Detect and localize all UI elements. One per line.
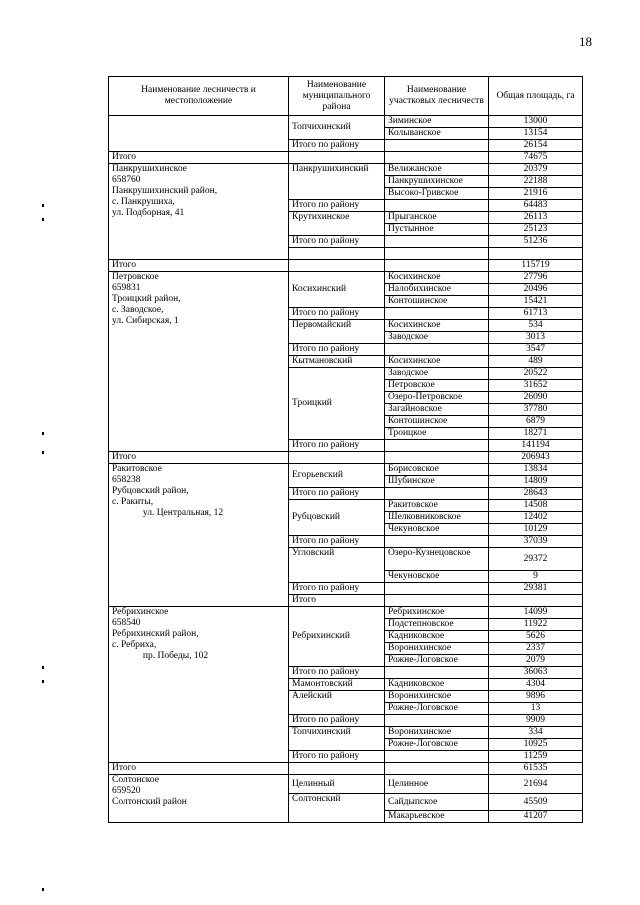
forestry-total-label: Итого: [109, 452, 289, 464]
page-number: 18: [579, 34, 592, 49]
table-row: [109, 607, 583, 619]
district-cell: [385, 595, 489, 607]
area-cell: 74675: [489, 152, 583, 164]
district-cell: Алейский: [289, 691, 385, 715]
local-forestry-cell: Пустынное: [385, 224, 489, 236]
local-forestry-cell: Ребрихинское: [385, 607, 489, 619]
local-forestry-cell: [385, 344, 489, 356]
district-cell: Панкрушихинский: [289, 164, 385, 200]
local-forestry-cell: [385, 488, 489, 500]
area-cell: 334: [489, 727, 583, 739]
area-cell: 13000: [489, 116, 583, 128]
local-forestry-cell: [385, 152, 489, 164]
forestry-cell: Ребрихинское 658540 Ребрихинский район, с. Ребриха, пр. Победы, 102: [109, 607, 289, 763]
area-cell: 14809: [489, 476, 583, 488]
area-cell: 13834: [489, 464, 583, 476]
table-row: [109, 464, 583, 476]
area-cell: 13: [489, 703, 583, 715]
margin-mark: [42, 888, 44, 891]
district-cell: [289, 152, 385, 164]
margin-mark: [42, 204, 44, 207]
area-cell: 26090: [489, 392, 583, 404]
margin-mark: [42, 680, 44, 683]
local-forestry-cell: [385, 200, 489, 212]
local-forestry-cell: [385, 260, 489, 272]
local-forestry-cell: Косихинское: [385, 272, 489, 284]
area-cell: 14508: [489, 500, 583, 512]
area-cell: 31652: [489, 380, 583, 392]
margin-mark: [42, 666, 44, 669]
district-cell: Рубцовский: [289, 500, 385, 536]
area-cell: 5626: [489, 631, 583, 643]
local-forestry-cell: Кадниковское: [385, 679, 489, 691]
district-cell: Угловский: [289, 548, 385, 583]
area-cell: 20496: [489, 284, 583, 296]
district-total-label: Итого по району: [289, 751, 385, 763]
district-total-label: Итого по району: [289, 308, 385, 320]
local-forestry-cell: [385, 248, 489, 260]
local-forestry-cell: Подстепновское: [385, 619, 489, 631]
local-forestry-cell: [385, 536, 489, 548]
forestry-total-label: Итого: [109, 152, 289, 164]
local-forestry-cell: Шубинское: [385, 476, 489, 488]
forestry-cell: Солтонское 659520 Солтонский район: [109, 775, 289, 823]
local-forestry-cell: Макарьевское: [385, 811, 489, 823]
area-cell: 12402: [489, 512, 583, 524]
margin-mark: [42, 218, 44, 221]
local-forestry-cell: [385, 667, 489, 679]
local-forestry-cell: Воронихинское: [385, 727, 489, 739]
area-cell: 9909: [489, 715, 583, 727]
local-forestry-cell: Контошинское: [385, 416, 489, 428]
table-row: [109, 260, 583, 272]
district-cell: Солтонский: [289, 794, 385, 823]
margin-mark: [42, 432, 44, 435]
forestry-total-label: Итого: [109, 260, 289, 272]
area-cell: 2337: [489, 643, 583, 655]
table-header-row: [109, 77, 583, 116]
local-forestry-cell: [489, 595, 583, 607]
district-cell: Первомайский: [289, 320, 385, 344]
local-forestry-cell: Зиминское: [385, 116, 489, 128]
area-cell: 10925: [489, 739, 583, 751]
table-row: [109, 116, 583, 128]
header-total-area: Общая площадь, га: [489, 77, 583, 116]
area-cell: 37780: [489, 404, 583, 416]
local-forestry-cell: [385, 140, 489, 152]
area-cell: [489, 248, 583, 260]
district-total-label: Итого по району: [289, 667, 385, 679]
district-total-label: Итого по району: [289, 488, 385, 500]
district-cell: Кытмановский: [289, 356, 385, 368]
area-cell: 141194: [489, 440, 583, 452]
local-forestry-cell: Колыванское: [385, 128, 489, 140]
local-forestry-cell: Заводское: [385, 368, 489, 380]
forestry-cell: Ракитовское 658238 Рубцовский район, с. Ракиты, ул. Центральная, 12: [109, 464, 289, 607]
local-forestry-cell: Троицкое: [385, 428, 489, 440]
area-cell: 6879: [489, 416, 583, 428]
district-total-label: Итого по району: [289, 536, 385, 548]
area-cell: 36063: [489, 667, 583, 679]
local-forestry-cell: Велижанское: [385, 164, 489, 176]
district-total-label: Итого по району: [289, 200, 385, 212]
local-forestry-cell: Петровское: [385, 380, 489, 392]
area-cell: 26113: [489, 212, 583, 224]
district-cell: Топчихинский: [289, 116, 385, 140]
area-cell: 28643: [489, 488, 583, 500]
area-cell: 9: [489, 571, 583, 583]
area-cell: 14099: [489, 607, 583, 619]
local-forestry-cell: Рожне-Логовское: [385, 655, 489, 667]
area-cell: 20379: [489, 164, 583, 176]
area-cell: 11259: [489, 751, 583, 763]
area-cell: 37039: [489, 536, 583, 548]
district-cell: [289, 248, 385, 260]
area-cell: 10129: [489, 524, 583, 536]
local-forestry-cell: Налобихинское: [385, 284, 489, 296]
local-forestry-cell: Панкрушихинское: [385, 176, 489, 188]
district-cell: Троицкий: [289, 368, 385, 440]
forestry-cell: Петровское 659831 Троицкий район, с. Заводское, ул. Сибирская, 1: [109, 272, 289, 452]
local-forestry-cell: Контошинское: [385, 296, 489, 308]
local-forestry-cell: Рожне-Логовское: [385, 739, 489, 751]
area-cell: 29381: [489, 583, 583, 595]
area-cell: 2079: [489, 655, 583, 667]
local-forestry-cell: Шелковниковское: [385, 512, 489, 524]
district-total-label: Итого по району: [289, 236, 385, 248]
area-cell: 21694: [489, 775, 583, 794]
local-forestry-cell: Чекуновское: [385, 571, 489, 583]
area-cell: 29372: [489, 548, 583, 571]
district-total-label: Итого по району: [289, 583, 385, 595]
district-cell: [289, 763, 385, 775]
district-cell: Топчихинский: [289, 727, 385, 751]
district-cell: [289, 452, 385, 464]
area-cell: 115719: [489, 260, 583, 272]
table-row: [109, 763, 583, 775]
local-forestry-cell: Косихинское: [385, 320, 489, 332]
area-cell: 534: [489, 320, 583, 332]
local-forestry-cell: Загайновское: [385, 404, 489, 416]
local-forestry-cell: Чекуновское: [385, 524, 489, 536]
area-cell: 61535: [489, 763, 583, 775]
area-cell: 13154: [489, 128, 583, 140]
margin-mark: [42, 451, 44, 454]
district-cell: Егорьевский: [289, 464, 385, 488]
area-cell: 25123: [489, 224, 583, 236]
area-cell: 22188: [489, 176, 583, 188]
area-cell: 64483: [489, 200, 583, 212]
area-cell: 489: [489, 356, 583, 368]
header-local-forestry: Наименование участковых лесничеств: [385, 77, 489, 116]
local-forestry-cell: [385, 583, 489, 595]
local-forestry-cell: [385, 308, 489, 320]
area-cell: 9896: [489, 691, 583, 703]
local-forestry-cell: Кадниковское: [385, 631, 489, 643]
district-cell: [289, 260, 385, 272]
area-cell: 18271: [489, 428, 583, 440]
local-forestry-cell: Ракитовское: [385, 500, 489, 512]
local-forestry-cell: Воронихинское: [385, 691, 489, 703]
table-row: [109, 775, 583, 794]
local-forestry-cell: [385, 751, 489, 763]
local-forestry-cell: Высоко-Гривское: [385, 188, 489, 200]
local-forestry-cell: Заводское: [385, 332, 489, 344]
local-forestry-cell: [385, 715, 489, 727]
local-forestry-cell: Озеро-Петровское: [385, 392, 489, 404]
area-cell: 206943: [489, 452, 583, 464]
area-cell: 61713: [489, 308, 583, 320]
local-forestry-cell: Целинное: [385, 775, 489, 794]
area-cell: 21916: [489, 188, 583, 200]
district-cell: Крутихинское: [289, 212, 385, 236]
local-forestry-cell: Сайдыпское: [385, 794, 489, 811]
local-forestry-cell: [385, 440, 489, 452]
district-cell: Ребрихинский: [289, 607, 385, 667]
local-forestry-cell: [385, 236, 489, 248]
local-forestry-cell: Косихинское: [385, 356, 489, 368]
table-row: [109, 452, 583, 464]
local-forestry-cell: Озеро-Кузнецовское: [385, 548, 489, 571]
district-cell: Мамонтовский: [289, 679, 385, 691]
forestry-table: [108, 76, 583, 823]
local-forestry-cell: Прыганское: [385, 212, 489, 224]
table-row: [109, 272, 583, 284]
area-cell: 41207: [489, 811, 583, 823]
area-cell: 45509: [489, 794, 583, 811]
area-cell: 15421: [489, 296, 583, 308]
forestry-cell: [109, 116, 289, 152]
forestry-total-label: Итого: [289, 595, 385, 607]
table-row: [109, 164, 583, 176]
local-forestry-cell: Воронихинское: [385, 643, 489, 655]
district-total-label: Итого по району: [289, 140, 385, 152]
forestry-total-label: Итого: [109, 763, 289, 775]
district-total-label: Итого по району: [289, 440, 385, 452]
district-total-label: Итого по району: [289, 344, 385, 356]
district-cell: Целинный: [289, 775, 385, 794]
area-cell: 51236: [489, 236, 583, 248]
header-district: Наименование муниципального района: [289, 77, 385, 116]
forestry-cell: Панкрушихинское 658760 Панкрушихинский район, с. Панкрушиха, ул. Подборная, 41: [109, 164, 289, 260]
local-forestry-cell: Рожне-Логовское: [385, 703, 489, 715]
area-cell: 4304: [489, 679, 583, 691]
area-cell: 20522: [489, 368, 583, 380]
area-cell: 11922: [489, 619, 583, 631]
area-cell: 26154: [489, 140, 583, 152]
area-cell: 27796: [489, 272, 583, 284]
district-total-label: Итого по району: [289, 715, 385, 727]
area-cell: 3013: [489, 332, 583, 344]
local-forestry-cell: [385, 452, 489, 464]
local-forestry-cell: [385, 763, 489, 775]
header-forestry-location: Наименование лесничеств и местоположение: [109, 77, 289, 116]
table-row: [109, 152, 583, 164]
area-cell: 3547: [489, 344, 583, 356]
district-cell: Косихинский: [289, 272, 385, 308]
local-forestry-cell: Борисовское: [385, 464, 489, 476]
